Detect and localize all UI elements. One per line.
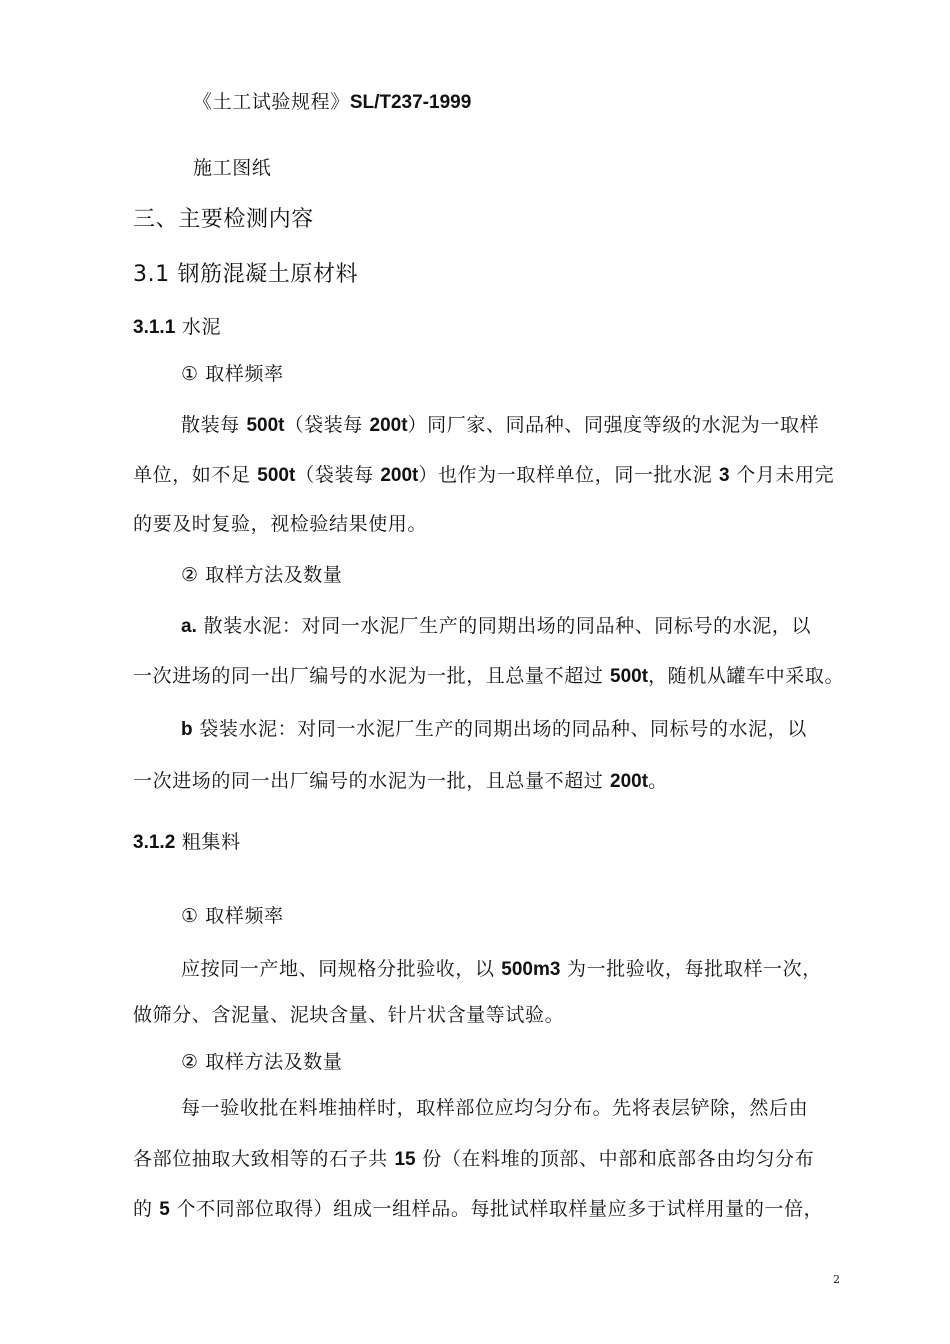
section-3-heading [133, 205, 314, 235]
text-segment: 袋装水泥：对同一水泥厂生产的同期出场的同品种、同标号的水泥，以 [192, 718, 807, 740]
bold-text-segment: 500m3 [501, 959, 561, 980]
text-segment: 应按同一产地、同规格分批验收，以 [181, 958, 502, 980]
text-segment: ② 取样方法及数量 [181, 1051, 343, 1073]
bold-text-segment: 5 [159, 1199, 170, 1220]
bold-text-segment: SL/T237-1999 [349, 92, 472, 113]
text-segment: 个不同部位取得）组成一组样品。每批试样取样量应多于试样用量的一倍， [169, 1198, 824, 1220]
text-segment: ）同厂家、同品种、同强度等级的水泥为一取样 [407, 414, 820, 436]
text-segment: 份（在料堆的顶部、中部和底部各由均匀分布 [415, 1148, 815, 1170]
text-segment: 水泥 [175, 316, 222, 338]
bold-text-segment: 200t [610, 771, 649, 792]
bold-text-segment: 3 [719, 465, 730, 486]
text-segment: 各部位抽取大致相等的石子共 [133, 1148, 395, 1170]
text-segment: ① 取样频率 [181, 905, 284, 927]
text-segment: 施工图纸 [193, 157, 272, 179]
aggregate-frequency-paragraph-line [181, 956, 822, 983]
bagged-cement-paragraph-line [181, 716, 807, 743]
cement-frequency-paragraph-line [133, 511, 427, 537]
text-segment: ，随机从罐车中采取。 [648, 665, 845, 687]
bold-text-segment: 15 [394, 1149, 416, 1170]
text-segment: ② 取样方法及数量 [181, 564, 343, 586]
bold-text-segment: b [181, 719, 193, 740]
text-segment: 粗集料 [175, 831, 241, 853]
aggregate-method-paragraph-line [133, 1146, 814, 1173]
text-segment: 的 [133, 1198, 160, 1220]
text-segment: 的要及时复验，视检验结果使用。 [133, 513, 428, 535]
text-segment: （袋装每 [284, 414, 370, 436]
bold-text-segment: 500t [246, 415, 285, 436]
page-number: 2 [833, 1273, 840, 1286]
text-segment: 散装水泥：对同一水泥厂生产的同期出场的同品种、同标号的水泥，以 [196, 615, 812, 637]
reference-standard [193, 89, 471, 116]
bulk-cement-paragraph-line [181, 613, 811, 640]
cement-frequency-paragraph-line [181, 412, 819, 439]
cement-sampling-method-heading [181, 562, 342, 588]
section-3-1-2-heading [133, 829, 241, 856]
text-segment: 个月未用完 [729, 464, 835, 486]
text-segment: 为一批验收，每批取样一次， [560, 958, 822, 980]
text-segment: （袋装每 [295, 464, 381, 486]
bold-text-segment: 200t [380, 465, 419, 486]
text-segment: ① 取样频率 [181, 363, 284, 385]
text-segment: 一次进场的同一出厂编号的水泥为一批，且总量不超过 [133, 770, 611, 792]
text-segment: 做筛分、含泥量、泥块含量、针片状含量等试验。 [133, 1004, 565, 1026]
text-segment: 三、主要检测内容 [133, 207, 314, 232]
text-segment: ）也作为一取样单位，同一批水泥 [418, 464, 719, 486]
aggregate-method-paragraph-line [133, 1196, 823, 1223]
bold-text-segment: 200t [369, 415, 408, 436]
cement-frequency-paragraph-line [133, 462, 834, 489]
bold-text-segment: 500t [610, 666, 649, 687]
text-segment: 单位，如不足 [133, 464, 258, 486]
aggregate-sampling-frequency-heading [181, 903, 284, 929]
section-3-1-heading [133, 260, 358, 290]
text-segment: 散装每 [181, 414, 247, 436]
section-3-1-1-heading [133, 314, 221, 341]
aggregate-method-paragraph-line [181, 1095, 808, 1121]
aggregate-sampling-method-heading [181, 1049, 342, 1075]
bulk-cement-paragraph-line [133, 663, 844, 690]
text-segment: 《土工试验规程》 [193, 91, 350, 113]
text-segment: 3.1 钢筋混凝土原材料 [133, 262, 359, 287]
text-segment: 一次进场的同一出厂编号的水泥为一批，且总量不超过 [133, 665, 611, 687]
reference-drawings [193, 155, 271, 181]
bold-text-segment: 3.1.2 [133, 832, 176, 853]
aggregate-frequency-paragraph-line [133, 1002, 564, 1028]
bold-text-segment: 500t [257, 465, 296, 486]
bold-text-segment: a. [181, 616, 197, 637]
cement-sampling-frequency-heading [181, 361, 284, 387]
bagged-cement-paragraph-line [133, 768, 668, 795]
text-segment: 每一验收批在料堆抽样时，取样部位应均匀分布。先将表层铲除，然后由 [181, 1097, 809, 1119]
text-segment: 。 [648, 770, 668, 792]
bold-text-segment: 3.1.1 [133, 317, 176, 338]
